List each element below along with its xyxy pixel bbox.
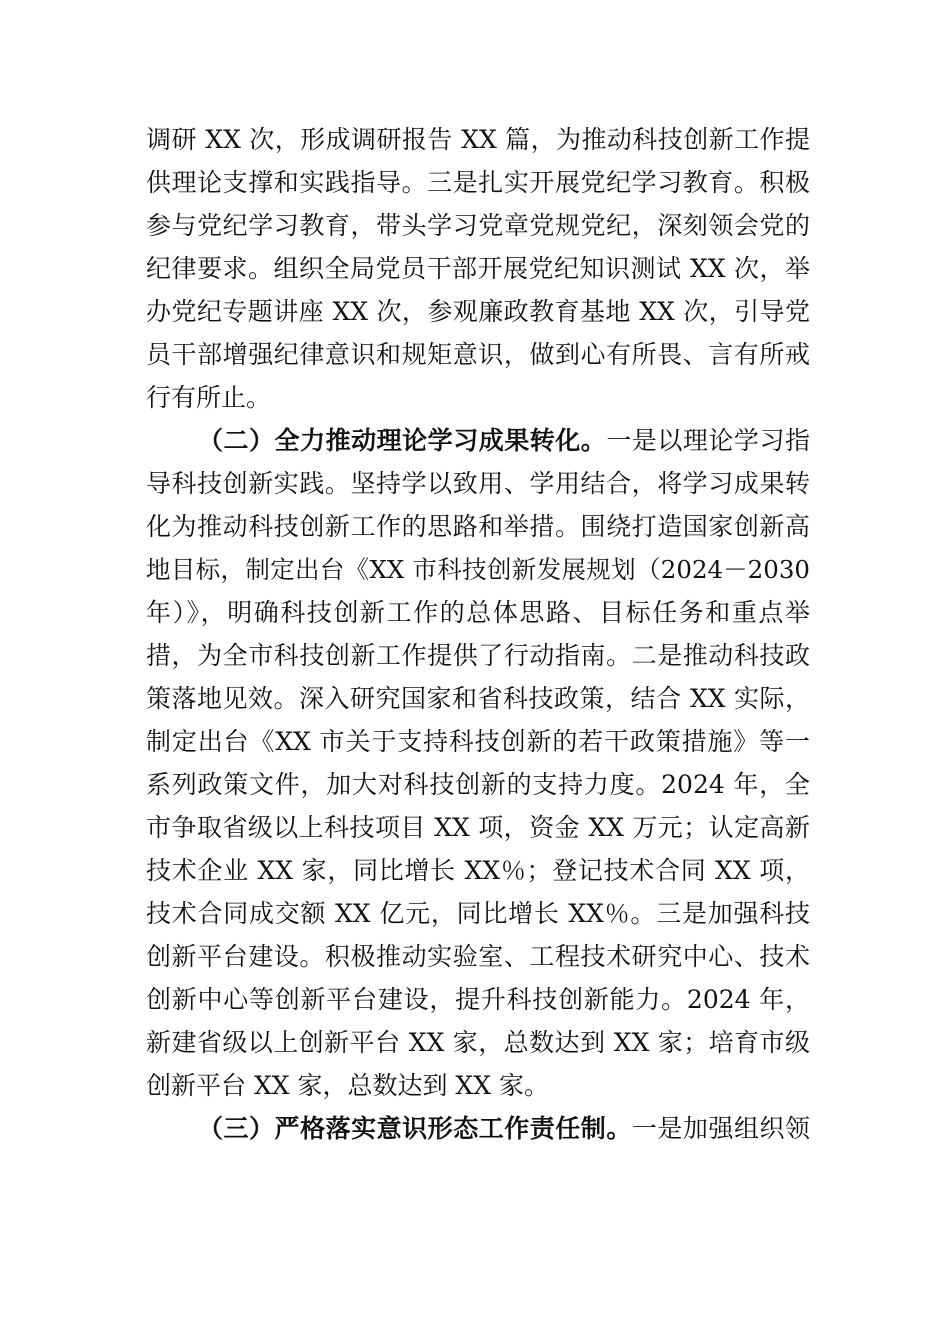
- document-page: [146, 118, 810, 1150]
- text-line: 办党纪专题讲座 XX 次，参观廉政教育基地 XX 次，引导党: [146, 297, 810, 326]
- text-line: 新建省级以上创新平台 XX 家，总数达到 XX 家；培育市级: [146, 1028, 810, 1057]
- text-line: 员干部增强纪律意识和规矩意识，做到心有所畏、言有所戒: [146, 340, 810, 369]
- paragraph-first-line: [146, 419, 810, 462]
- text-line: 策落地见效。深入研究国家和省科技政策，结合 XX 实际，: [146, 684, 810, 713]
- text-line: 化为推动科技创新工作的思路和举措。围绕打造国家创新高: [146, 512, 810, 541]
- text-line: 创新中心等创新平台建设，提升科技创新能力。2024 年，: [146, 985, 810, 1014]
- paragraph-first-line: [146, 1107, 810, 1150]
- text-line: 纪律要求。组织全局党员干部开展党纪知识测试 XX 次，举: [146, 254, 810, 283]
- text-line: 制定出台《XX 市关于支持科技创新的若干政策措施》等一: [146, 727, 810, 756]
- text-line: 技术企业 XX 家，同比增长 XX％；登记技术合同 XX 项，: [146, 856, 810, 885]
- text-line: 参与党纪学习教育，带头学习党章党规党纪，深刻领会党的: [146, 211, 810, 240]
- text-line: 年）》，明确科技创新工作的总体思路、目标任务和重点举: [146, 598, 810, 627]
- text-line: 技术合同成交额 XX 亿元，同比增长 XX％。三是加强科技: [146, 899, 810, 928]
- text-line: 调研 XX 次，形成调研报告 XX 篇，为推动科技创新工作提: [146, 125, 810, 154]
- text-line: 供理论支撑和实践指导。三是扎实开展党纪学习教育。积极: [146, 168, 810, 197]
- text-line: 系列政策文件，加大对科技创新的支持力度。2024 年，全: [146, 770, 810, 799]
- section-heading: （三）严格落实意识形态工作责任制。: [198, 1114, 632, 1143]
- text-line: 导科技创新实践。坚持学以致用、学用结合，将学习成果转: [146, 469, 810, 498]
- text-line: 行有所止。: [146, 383, 272, 412]
- paragraph-3: [146, 1107, 810, 1150]
- text-line: 市争取省级以上科技项目 XX 项，资金 XX 万元；认定高新: [146, 813, 810, 842]
- text-line: 创新平台 XX 家，总数达到 XX 家。: [146, 1071, 549, 1100]
- text-line: 创新平台建设。积极推动实验室、工程技术研究中心、技术: [146, 942, 810, 971]
- section-heading: （二）全力推动理论学习成果转化。: [198, 426, 607, 455]
- text-span: 一是加强组织领: [631, 1114, 810, 1143]
- text-span: 一是以理论学习指: [606, 426, 810, 455]
- paragraph-2: [146, 419, 810, 1107]
- text-line: 措，为全市科技创新工作提供了行动指南。二是推动科技政: [146, 641, 810, 670]
- text-line: 地目标，制定出台《XX 市科技创新发展规划（2024－2030: [146, 555, 810, 584]
- paragraph-1: [146, 118, 810, 419]
